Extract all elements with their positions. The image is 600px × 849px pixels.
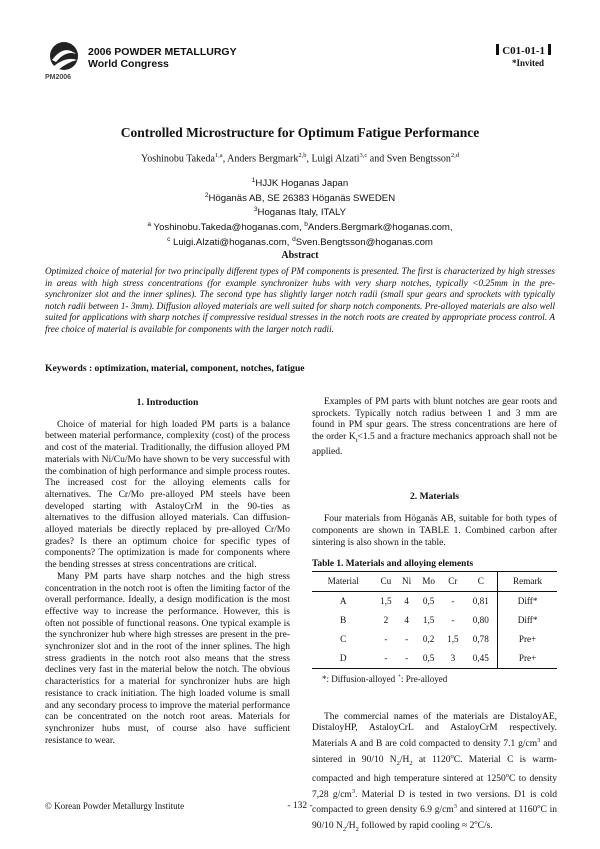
table-row: B 2 4 1,5 - 0,80 Diff* — [312, 611, 557, 630]
author-2: Anders Bergmark — [227, 153, 299, 165]
email-d[interactable]: Sven.Bengtsson@hoganas.com — [295, 236, 433, 248]
left-column — [45, 397, 290, 747]
paper-title: Controlled Microstructure for Optimum Fatigue Performance — [120, 125, 480, 140]
conference-line-2: World Congress — [88, 58, 169, 70]
table-footnote: *: Diffusion-alloyed +: Pre-alloyed — [322, 672, 448, 684]
affiliation-3: $^3$Hoganas Italy, ITALY — [253, 206, 347, 219]
author-1: Yoshinobu Takeda — [140, 153, 215, 165]
email-line-1: $^a$ Yoshinobu.Takeda@hoganas.com, $^b$Anders.Bergmark@hoganas.com, — [147, 221, 453, 234]
page-number: - 132 - — [287, 801, 313, 811]
authors-line: Yoshinobu Takeda$^{1,a}$, Anders Bergmark$^{2,b}$, Luigi Alzati$^{3,c}$ and Sven Bengtsson$^{2,d}$ — [140, 152, 460, 165]
paper-code — [493, 44, 554, 57]
invited-label: *Invited — [511, 58, 544, 68]
copyright: © Korean Powder Metallurgy Institute — [45, 801, 185, 811]
paper-code-text: C01-01-1 — [502, 45, 545, 57]
abstract-heading: Abstract — [281, 250, 319, 261]
right-column — [312, 397, 557, 836]
section-heading-introduction: 1. Introduction — [136, 397, 199, 408]
materials-paragraph: Four materials from Höganäs AB, suitable for both types of components are shown in TABLE 1. Combined carbon after sintering is also shown in the table. — [312, 514, 557, 548]
email-b[interactable]: Anders.Bergmark@hoganas.com, — [307, 222, 453, 234]
table-caption: Table 1. Materials and alloying elements — [312, 559, 474, 570]
logo-text: PM2006 — [45, 74, 72, 81]
email-c[interactable]: Luigi.Alzati@hoganas.com, — [173, 236, 290, 248]
keywords: Keywords : optimization, material, component, notches, fatigue — [45, 363, 305, 374]
section-heading-materials: 2. Materials — [409, 491, 460, 503]
abstract-text: Optimized choice of material for two principally different types of PM components is presented. The first is characterized by high stresses in areas with high stress concentrations (for example synchronizer hubs with very sharp notches, typically <0.25mm in the pre-synchronizer slot and the inner splines). The second type has slightly larger notch radii (small spur gears and sprockets with typically notch radii between 1- 3mm). Diffusion alloyed materials are well suited for sharp notch components. Pre-alloyed materials are also well suited for applications with sharp notches if compressive residual stresses in the notch roots are created by appropriate process control. A free choice of material is available for components with the larger notch radii. — [45, 266, 555, 334]
table-row: A 1,5 4 0,5 - 0,81 Diff* — [312, 591, 557, 611]
email-a[interactable]: Yoshinobu.Takeda@hoganas.com, — [153, 222, 302, 234]
blunt-notch-paragraph: Examples of PM parts with blunt notches are gear roots and sprockets. Typically notch radius between 1 and 3 mm are found in PM spur gears. The stress concentrations are here of the order $K_t<1.5$ and a fracture mechanics approach shall not be applied. — [312, 397, 557, 457]
affiliations — [0, 175, 600, 248]
author-3: Luigi Alzati — [311, 153, 360, 165]
author-4: Sven Bengtsson — [386, 153, 451, 165]
pm2006-logo-icon — [44, 40, 80, 78]
table-header-row: Material Cu Ni Mo Cr C Remark — [312, 571, 557, 591]
materials-table — [312, 571, 557, 669]
email-line-2: $^c$ Luigi.Alzati@hoganas.com, $^d$Sven.Bengtsson@hoganas.com — [167, 235, 433, 248]
conference-name — [88, 46, 237, 70]
table-row: D - - 0,5 3 0,45 Pre+ — [312, 649, 557, 669]
material-names-paragraph: The commercial names of the materials are DistaloyAE, DistaloyHP, AstaloyCrL and AstaloyCrM respectively. Materials A and B are cold compacted to density 7.1 $g/cm^3$ and sintered in 90/10 $N_2/H_2$ at 1120$^o$C. Material C is warm-compacted and high temperature sintered at 1250$^o$C to density 7,28 $g/cm^3$. Material D is tested in two versions. D1 is cold compacted to green density 6.9 $g/cm^3$ and sintered at 1160$^o$C in 90/10 $N_2/H_2$ followed by rapid cooling ≈ $2^oC/s$. — [312, 711, 558, 834]
intro-paragraph-2: Many PM parts have sharp notches and the high stress concentration in the notch root is often the limiting factor of the overall performance. Ideally, a design modification is the most effective way to increase the performance. However, this is often not possible of functional reasons. One typical example is the synchronizer hub where high stresses are present in the pre-synchronizer slot and in the root of the inner splines. The high stress gradients in the notch root also means that the stress declines very fast in the material below the notch. The obvious characteristics for a material for synchronizer hubs are high resistance to crack initiation. The high loaded volume is small and any secondary process to improve the material performance can be concentrated on the notch root areas. Materials for synchronizer hubs must, of course also have sufficient resistance to wear. — [45, 571, 290, 746]
affiliation-2: $^2$Höganäs AB, SE 26383 Höganäs SWEDEN — [204, 191, 396, 204]
table-row: C - - 0,2 1,5 0,78 Pre+ — [312, 630, 557, 649]
conference-line-1: 2006 POWDER METALLURGY — [88, 46, 237, 58]
intro-paragraph-1: Choice of material for high loaded PM parts is a balance between material performance, complexity (cost) of the process and cost of the material. Traditionally, the diffusion alloyed PM materials with Ni/Cu/Mo have shown to be very successful with the combination of high performance and simple process routes. The increased cost for the alloying elements calls for alternatives. The Cr/Mo pre-alloyed PM steels have been developed starting with AstaloyCrM in the 90-ties as alternatives to the diffusion alloyed materials. Can diffusion-alloyed materials be directly replaced by pre-alloyed Cr/Mo grades? Is there an optimum choice for specific types of components? The optimization is made for components where the bending stresses at stress concentrations are critical. — [45, 419, 290, 571]
affiliation-1: $^1$HJJK Hoganas Japan — [251, 177, 349, 190]
